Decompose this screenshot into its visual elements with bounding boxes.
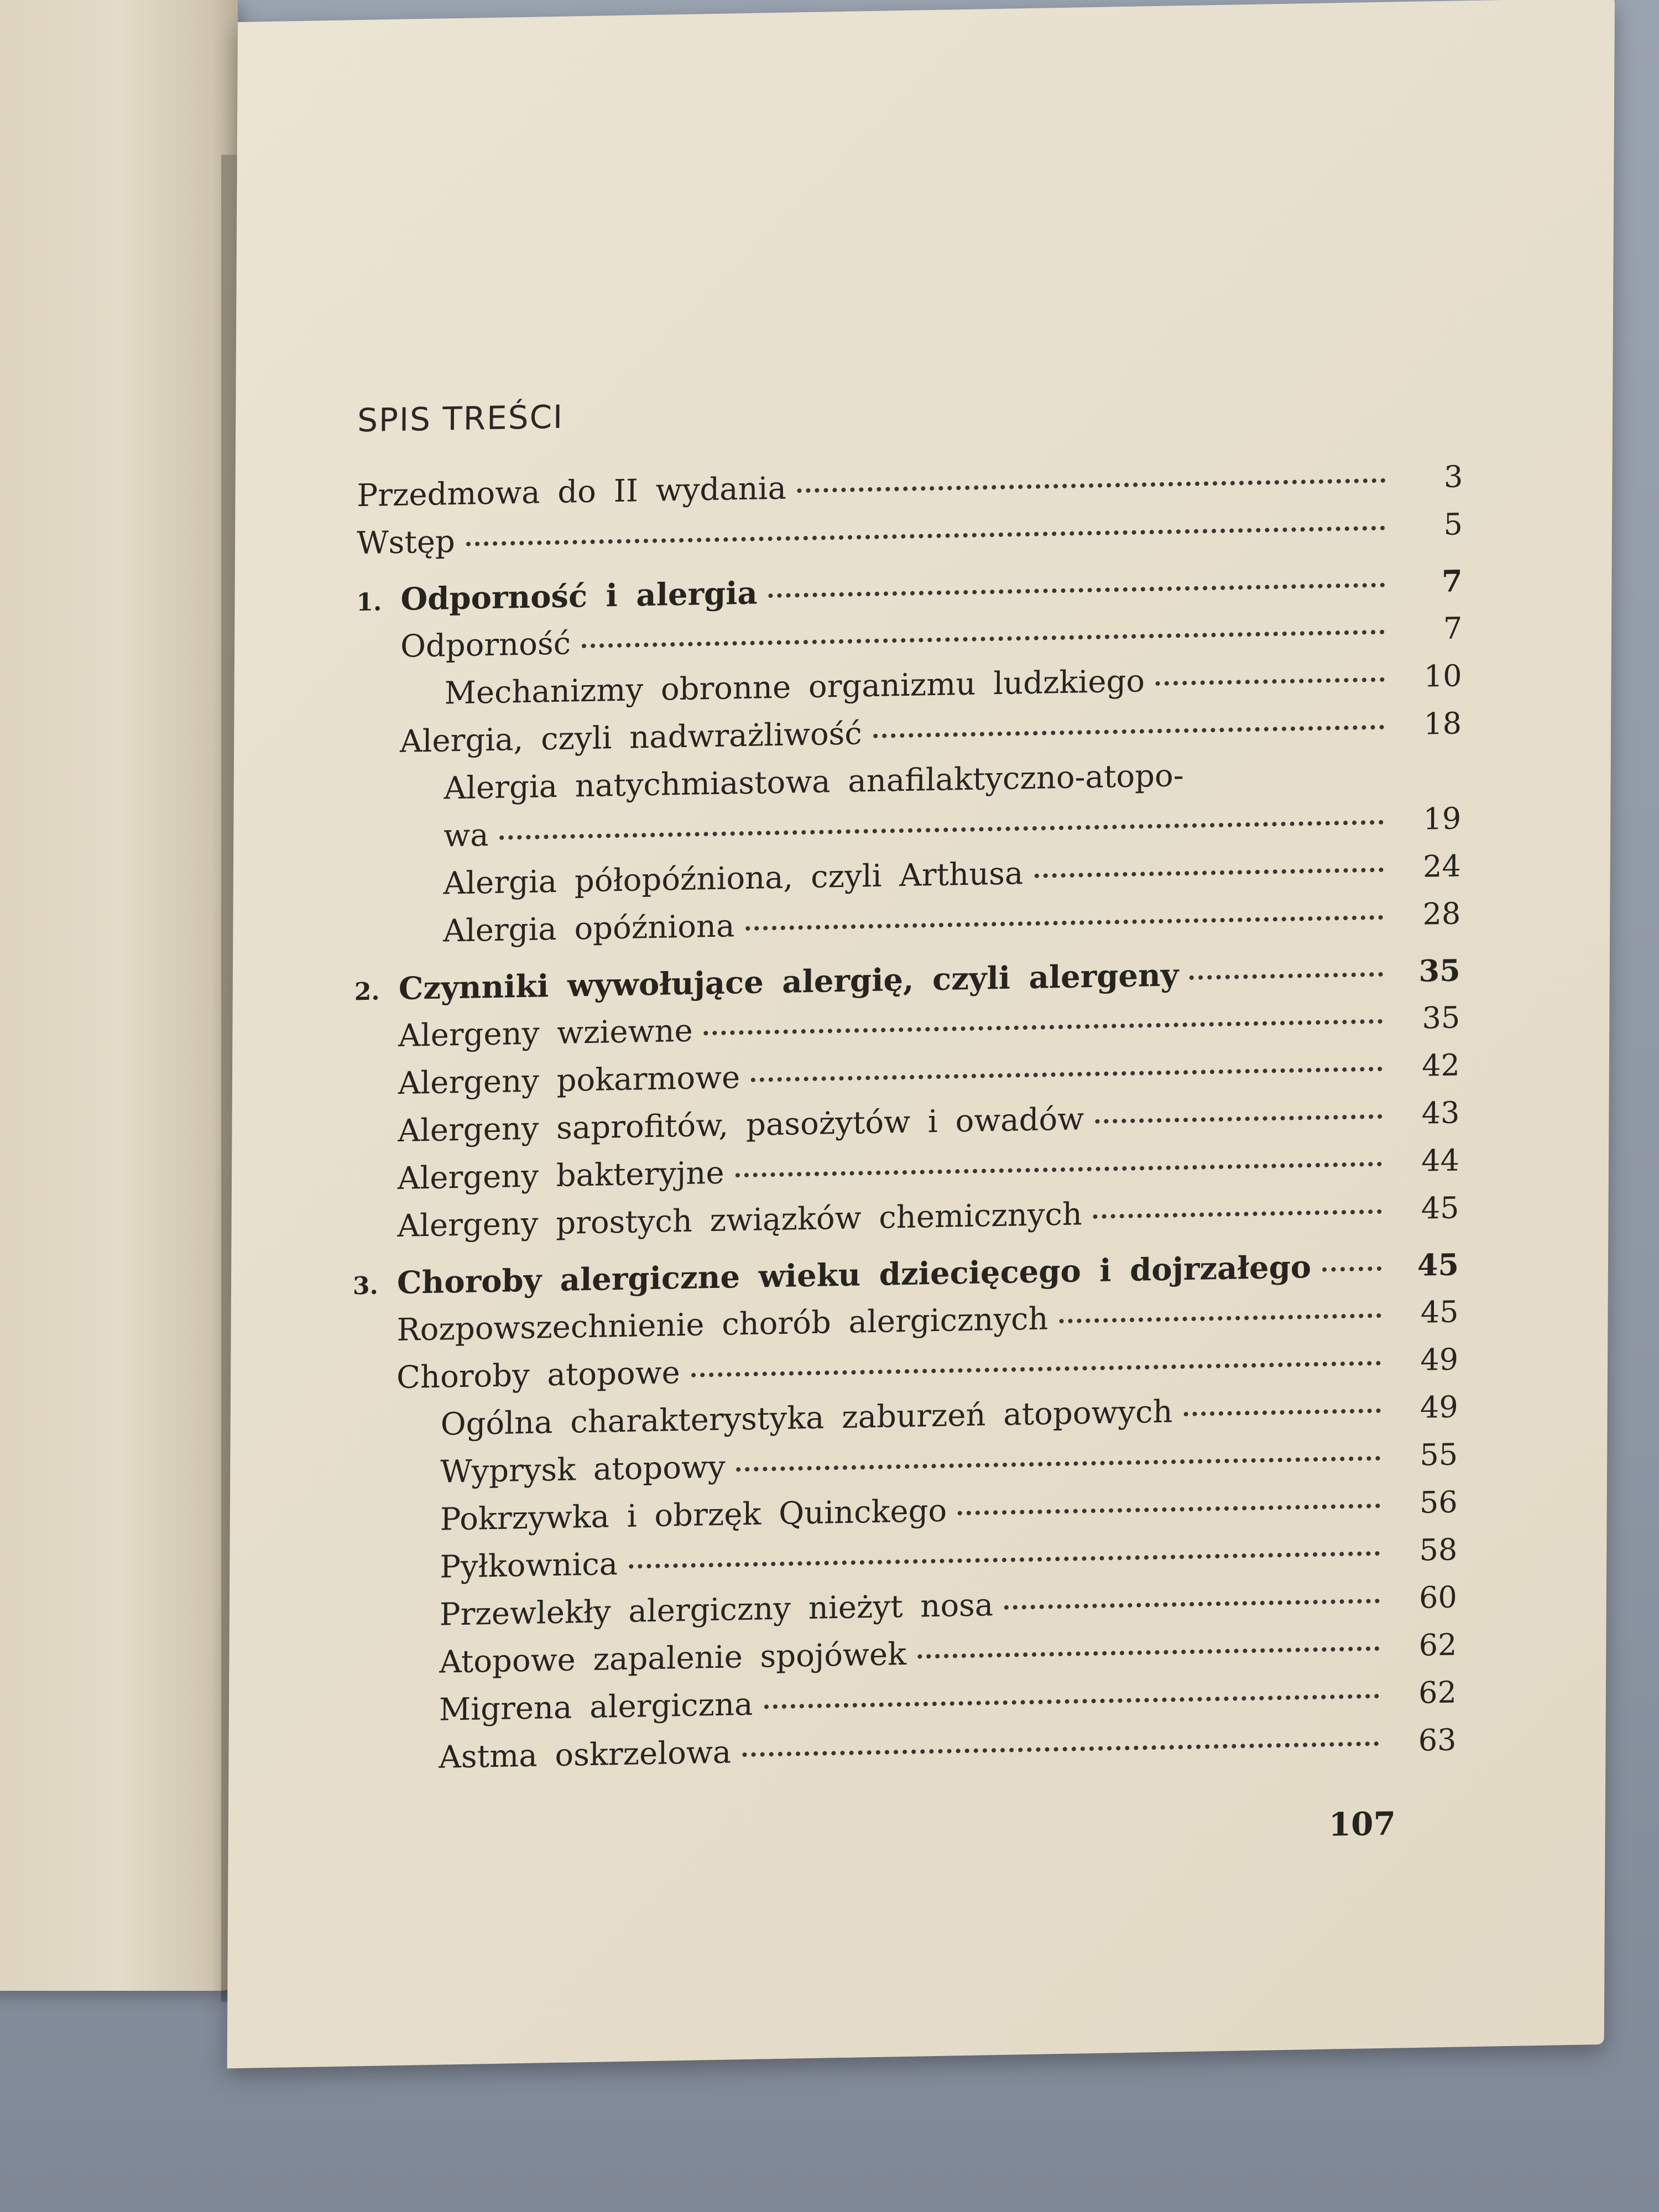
entry-page-number: 49 bbox=[1420, 1389, 1458, 1425]
entry-title: Alergia, czyli nadwrażliwość bbox=[399, 716, 862, 760]
entry-page-number: 18 bbox=[1423, 706, 1462, 742]
dot-leader bbox=[742, 1741, 1379, 1757]
dot-leader bbox=[1156, 677, 1385, 686]
entry-title: Choroby alergiczne wieku dziecięcego i dojrzałego bbox=[397, 1249, 1312, 1302]
entry-page-number: 60 bbox=[1418, 1579, 1458, 1615]
chapter-number: 1. bbox=[356, 588, 382, 617]
dot-leader bbox=[751, 1067, 1383, 1082]
entry-page-number: 49 bbox=[1420, 1342, 1459, 1378]
right-book-page bbox=[227, 0, 1615, 2068]
entry-title: Ogólna charakterystyka zaburzeń atopowych bbox=[440, 1394, 1173, 1443]
table-of-contents bbox=[350, 382, 1463, 1788]
entry-title: Alergeny wziewne bbox=[398, 1013, 693, 1054]
entry-page-number: 56 bbox=[1419, 1484, 1458, 1520]
page-number: 107 bbox=[1328, 1804, 1396, 1844]
entry-page-number: 45 bbox=[1420, 1294, 1459, 1330]
dot-leader bbox=[1034, 868, 1383, 878]
entry-title: Mechanizmy obronne organizmu ludzkiego bbox=[444, 663, 1145, 712]
entry-title: Alergia półopóźniona, czyli Arthusa bbox=[443, 855, 1024, 902]
entry-title: Rozpowszechnienie chorób alergicznych bbox=[397, 1301, 1048, 1349]
chapter-number: 3. bbox=[352, 1271, 379, 1301]
dot-leader bbox=[917, 1646, 1379, 1659]
entry-title: Alergia natychmiastowa anafilaktyczno-atopo- bbox=[444, 758, 1184, 807]
dot-leader bbox=[582, 630, 1385, 648]
entry-title: Astma oskrzelowa bbox=[439, 1734, 732, 1776]
entry-page-number: 10 bbox=[1423, 658, 1462, 694]
entry-title: Wstęp bbox=[356, 524, 456, 562]
entry-title: Alergeny prostych związków chemicznych bbox=[397, 1196, 1083, 1244]
entry-page-number: 7 bbox=[1443, 611, 1463, 646]
entry-title: Migrena alergiczna bbox=[439, 1686, 753, 1728]
entry-page-number: 62 bbox=[1418, 1627, 1457, 1663]
dot-leader bbox=[737, 1456, 1381, 1472]
dot-leader bbox=[797, 478, 1386, 493]
dot-leader bbox=[1190, 972, 1383, 980]
entry-title: Przewlekły alergiczny nieżyt nosa bbox=[439, 1587, 994, 1633]
dot-leader bbox=[958, 1504, 1380, 1515]
entry-title: Alergeny saprofitów, pasożytów i owadów bbox=[398, 1101, 1084, 1149]
dot-leader bbox=[1095, 1114, 1382, 1124]
dot-leader bbox=[764, 1694, 1379, 1709]
dot-leader bbox=[769, 583, 1385, 598]
dot-leader bbox=[1004, 1599, 1380, 1610]
entry-page-number: 63 bbox=[1418, 1722, 1457, 1758]
entry-page-number: 58 bbox=[1419, 1532, 1458, 1568]
entry-title: Alergeny pokarmowe bbox=[398, 1060, 740, 1102]
entry-page-number: 43 bbox=[1421, 1095, 1460, 1131]
entry-title: Choroby atopowe bbox=[396, 1355, 680, 1396]
entry-page-number: 55 bbox=[1420, 1437, 1458, 1473]
dot-leader bbox=[873, 725, 1384, 738]
chapter-number: 2. bbox=[354, 977, 380, 1006]
entry-page-number: 5 bbox=[1443, 507, 1463, 542]
dot-leader bbox=[629, 1551, 1380, 1569]
entry-title: Odporność i alergia bbox=[400, 575, 758, 618]
entry-title: wa bbox=[444, 817, 489, 854]
entry-page-number: 44 bbox=[1421, 1142, 1460, 1178]
entry-title: Odporność bbox=[400, 625, 571, 665]
entry-page-number: 24 bbox=[1422, 848, 1461, 884]
entry-page-number: 35 bbox=[1422, 1000, 1460, 1036]
dot-leader bbox=[745, 915, 1383, 931]
entry-title: Przedmowa do II wydania bbox=[357, 470, 787, 514]
entry-title: Alergia opóźniona bbox=[443, 908, 735, 950]
entry-page-number: 42 bbox=[1422, 1047, 1460, 1083]
dot-leader bbox=[735, 1162, 1382, 1177]
entry-page-number: 7 bbox=[1441, 563, 1463, 599]
entry-title: Pokrzywka i obrzęk Quinckego bbox=[440, 1493, 947, 1538]
entry-page-number: 3 bbox=[1443, 459, 1463, 494]
dot-leader bbox=[1183, 1408, 1380, 1416]
entry-page-number: 19 bbox=[1423, 801, 1462, 837]
dot-leader bbox=[500, 820, 1384, 840]
dot-leader bbox=[704, 1019, 1383, 1035]
dot-leader bbox=[1059, 1313, 1381, 1323]
entry-page-number: 35 bbox=[1418, 952, 1460, 989]
dot-leader bbox=[1093, 1209, 1382, 1219]
toc-heading: SPIS TREŚCI bbox=[357, 398, 564, 440]
entry-page-number: 28 bbox=[1422, 896, 1461, 932]
entry-title: Alergeny bakteryjne bbox=[397, 1155, 724, 1197]
toc-list bbox=[350, 458, 1463, 1788]
entry-title: Czynniki wywołujące alergię, czyli alergeny bbox=[398, 957, 1179, 1007]
entry-title: Wyprysk atopowy bbox=[440, 1449, 726, 1490]
entry-page-number: 45 bbox=[1417, 1246, 1459, 1283]
dot-leader bbox=[466, 526, 1385, 546]
entry-page-number: 45 bbox=[1421, 1190, 1459, 1226]
dot-leader bbox=[691, 1361, 1381, 1378]
dot-leader bbox=[1322, 1266, 1381, 1272]
left-book-page bbox=[0, 0, 238, 1991]
entry-title: Atopowe zapalenie spojówek bbox=[439, 1636, 907, 1681]
entry-page-number: 62 bbox=[1418, 1674, 1457, 1710]
entry-title: Pyłkownica bbox=[440, 1546, 618, 1585]
